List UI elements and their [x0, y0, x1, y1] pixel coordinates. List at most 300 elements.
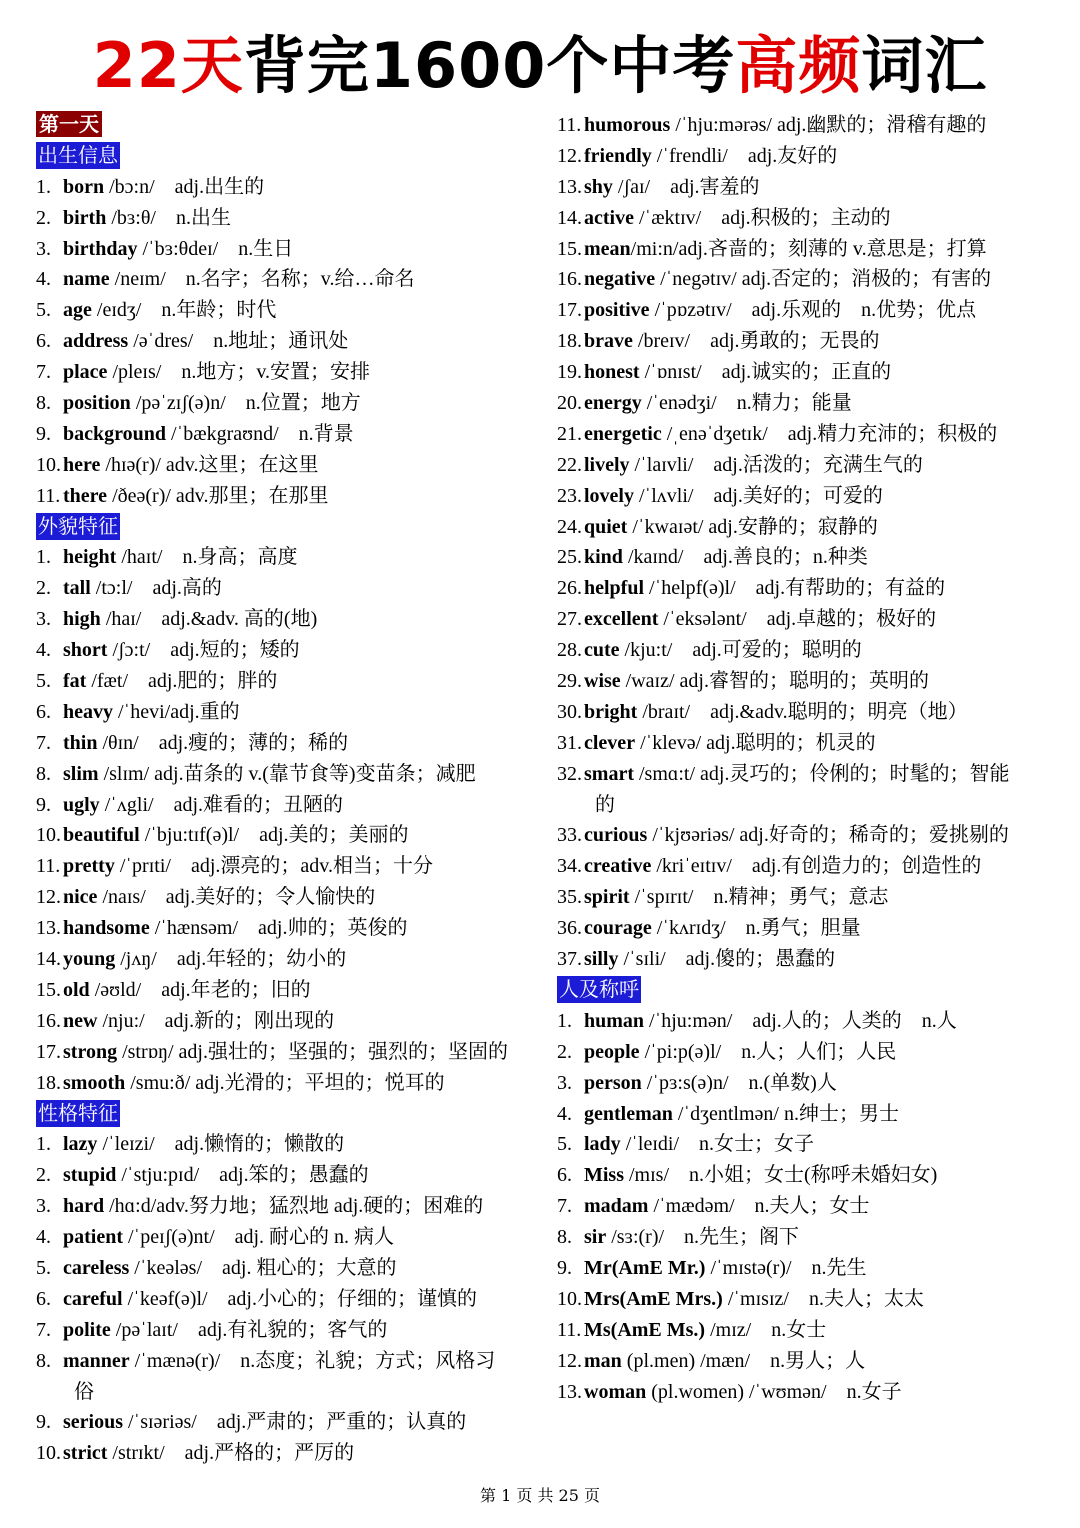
entry-number: 23. [557, 484, 582, 507]
entry-meaning: /mi:n/adj.吝啬的；刻薄的 v.意思是；打算 [630, 237, 987, 260]
entry-word: address [63, 330, 129, 353]
entry-meaning: /mɪz/ n.女士 [705, 1318, 827, 1341]
entry-word: lively [584, 453, 630, 476]
entry-meaning: /ˈæktɪv/ adj.积极的；主动的 [633, 206, 891, 229]
entry-meaning: /strɒŋ/ adj.强壮的；坚强的；强烈的；坚固的 [117, 1040, 508, 1063]
entry-meaning: /ˈpɜ:s(ə)n/ n.(单数)人 [641, 1071, 837, 1094]
entry-number: 29. [557, 670, 582, 693]
entry-word: lazy [63, 1133, 98, 1156]
vocab-entry [36, 759, 546, 790]
entry-number: 11. [557, 114, 582, 136]
entry-meaning: /ˈlʌvli/ adj.美好的；可爱的 [634, 484, 883, 507]
entry-word: tall [63, 577, 91, 600]
entry-number: 3. [36, 237, 51, 260]
vocab-entry [557, 1068, 1067, 1099]
entry-meaning: /ˈbækgraʊnd/ n.背景 [166, 422, 354, 445]
vocab-entry [36, 1407, 546, 1438]
entry-number: 2. [36, 1164, 51, 1187]
vocab-entry [36, 1253, 546, 1284]
entry-number: 11. [36, 855, 61, 878]
vocab-entry [557, 172, 1067, 203]
entry-word: smooth [63, 1071, 126, 1094]
section-header [36, 141, 546, 172]
entry-number: 2. [36, 206, 51, 229]
entry-word: negative [584, 268, 656, 291]
vocab-entry [557, 234, 1067, 265]
entry-number: 4. [557, 1102, 572, 1125]
entry-number: 10. [36, 1442, 61, 1465]
entry-meaning: /ˈhju:mən/ adj.人的；人类的 n.人 [644, 1009, 957, 1032]
entry-number: 30. [557, 700, 582, 723]
entry-word: Ms(AmE Ms.) [584, 1318, 706, 1341]
entry-word: background [63, 422, 167, 445]
vocab-entry [557, 203, 1067, 234]
vocab-entry [36, 450, 546, 481]
vocab-entry [36, 295, 546, 326]
entry-word: kind [584, 546, 623, 569]
entry-number: 3. [36, 608, 51, 631]
vocab-entry [557, 110, 1067, 141]
entry-word: bright [584, 700, 638, 723]
entry-meaning: /ˈdʒentlmən/ n.绅士；男士 [672, 1102, 899, 1125]
entry-number: 5. [36, 670, 51, 693]
entry-word: careful [63, 1287, 123, 1310]
entry-meaning: /strɪkt/ adj.严格的；严厉的 [107, 1442, 355, 1465]
entry-number: 18. [557, 330, 582, 353]
vocab-entry [36, 1129, 546, 1160]
entry-word: active [584, 206, 634, 229]
entry-meaning: /ˈbɜ:θdeɪ/ n.生日 [137, 237, 294, 260]
vocab-entry [36, 1284, 546, 1315]
entry-meaning: /jʌŋ/ adj.年轻的；幼小的 [115, 948, 347, 971]
vocab-entry [557, 820, 1067, 851]
entry-meaning: /pəˈlaɪt/ adj.有礼貌的；客气的 [110, 1318, 388, 1341]
entry-number: 15. [36, 978, 61, 1001]
entry-word: creative [584, 855, 652, 878]
vocab-entry [36, 1222, 546, 1253]
vocab-entry [557, 1253, 1067, 1284]
entry-word: woman [584, 1380, 647, 1403]
vocab-entry [557, 264, 1067, 295]
entry-number: 4. [36, 1226, 51, 1249]
entry-word: here [63, 453, 101, 476]
entry-word: careless [63, 1256, 130, 1279]
entry-word: heavy [63, 700, 113, 723]
entry-word: quiet [584, 515, 628, 538]
entry-continuation [36, 1377, 546, 1408]
entry-meaning: /neɪm/ n.名字；名称；v.给…命名 [109, 268, 415, 291]
entry-word: nice [63, 886, 98, 909]
entry-meaning: /ˈʌgli/ adj.难看的；丑陋的 [99, 793, 344, 816]
vocab-entry [36, 1346, 546, 1377]
entry-number: 6. [36, 1287, 51, 1310]
entry-word: mean [584, 237, 631, 260]
entry-meaning: /sɜ:(r)/ n.先生；阁下 [606, 1226, 800, 1249]
entry-meaning: /ˈstju:pɪd/ adj.笨的；愚蠢的 [116, 1164, 369, 1187]
entry-meaning: /waɪz/ adj.睿智的；聪明的；英明的 [620, 670, 929, 693]
title-segment: 22天 [92, 29, 244, 102]
entry-number: 13. [36, 917, 61, 940]
entry-meaning: /mɪs/ n.小姐；女士(称呼未婚妇女) [624, 1164, 938, 1187]
entry-word: handsome [63, 917, 150, 940]
entry-meaning: /ˈeksələnt/ adj.卓越的；极好的 [658, 608, 937, 631]
vocab-entry [36, 790, 546, 821]
entry-meaning: /kju:t/ adj.可爱的；聪明的 [619, 639, 862, 662]
entry-continuation [557, 790, 1067, 821]
page-footer: 第 1 页 共 25 页 [480, 1486, 600, 1505]
entry-number: 20. [557, 392, 582, 415]
section-header [557, 975, 1067, 1006]
entry-number: 14. [36, 948, 61, 971]
vocab-entry [36, 1160, 546, 1191]
entry-meaning: /ˈkʌrɪdʒ/ n.勇气；胆量 [651, 917, 861, 940]
entry-meaning: /ˈmɪstə(r)/ n.先生 [705, 1256, 867, 1279]
entry-meaning: /pleɪs/ n.地方；v.安置；安排 [107, 361, 371, 384]
entry-number: 33. [557, 824, 582, 847]
vocab-entry [36, 1315, 546, 1346]
day-header [36, 110, 546, 141]
vocab-entry [36, 1006, 546, 1037]
entry-number: 8. [36, 1349, 51, 1372]
vocab-entry [36, 697, 546, 728]
entry-number: 3. [36, 1195, 51, 1218]
entry-number: 18. [36, 1071, 61, 1094]
vocab-entry [36, 203, 546, 234]
entry-word: human [584, 1009, 645, 1032]
vocab-entry [557, 1222, 1067, 1253]
vocab-entry [36, 882, 546, 913]
entry-meaning: /ʃɔ:t/ adj.短的；矮的 [107, 639, 300, 662]
vocab-entry [36, 264, 546, 295]
vocab-entry [36, 820, 546, 851]
entry-number: 2. [557, 1040, 572, 1063]
entry-number: 11. [557, 1318, 582, 1341]
entry-word: madam [584, 1195, 649, 1218]
section-label: 性格特征 [38, 1100, 118, 1125]
entry-meaning: 俗 [74, 1380, 94, 1403]
title-segment: 背完1600个中考 [243, 29, 736, 102]
entry-meaning: /əʊld/ adj.年老的；旧的 [89, 978, 311, 1001]
vocab-entry [36, 635, 546, 666]
entry-word: hard [63, 1195, 105, 1218]
entry-meaning: /ˈkeəf(ə)l/ adj.小心的；仔细的；谨慎的 [122, 1287, 477, 1310]
entry-number: 34. [557, 855, 582, 878]
vocab-entry [36, 728, 546, 759]
entry-number: 15. [557, 237, 582, 260]
entry-meaning: (pl.men) /mæn/ n.男人；人 [621, 1349, 866, 1372]
vocab-entry [557, 295, 1067, 326]
entry-meaning: /breɪv/ adj.勇敢的；无畏的 [632, 330, 880, 353]
vocab-entry [557, 1191, 1067, 1222]
entry-meaning: /ˈpɒzətɪv/ adj.乐观的 n.优势；优点 [649, 299, 977, 322]
entry-word: young [63, 948, 116, 971]
entry-word: patient [63, 1226, 123, 1249]
entry-number: 14. [557, 206, 582, 229]
entry-number: 7. [36, 1318, 51, 1341]
entry-meaning: /pəˈzɪʃ(ə)n/ n.位置；地方 [130, 392, 361, 415]
vocab-entry [557, 851, 1067, 882]
entry-word: excellent [584, 608, 659, 631]
section-header [36, 512, 546, 543]
entry-word: name [63, 268, 110, 291]
entry-word: energy [584, 392, 642, 415]
entry-number: 7. [36, 731, 51, 754]
entry-number: 21. [557, 422, 582, 445]
entry-number: 7. [557, 1195, 572, 1218]
entry-word: friendly [584, 144, 652, 167]
vocab-entry [36, 851, 546, 882]
vocab-entry [36, 666, 546, 697]
section-label: 外貌特征 [38, 513, 118, 538]
left-column [36, 110, 546, 1469]
vocab-entry [557, 1377, 1067, 1408]
entry-word: age [63, 299, 92, 322]
entry-word: beautiful [63, 824, 140, 847]
entry-word: lovely [584, 484, 634, 507]
entry-meaning: /ˈleɪdi/ n.女士；女子 [620, 1133, 815, 1156]
entry-word: honest [584, 361, 640, 384]
section-header [36, 1099, 546, 1130]
entry-number: 8. [36, 762, 51, 785]
entry-number: 10. [36, 453, 61, 476]
entry-word: smart [584, 762, 634, 785]
entry-number: 12. [557, 144, 582, 167]
entry-number: 19. [557, 361, 582, 384]
vocab-entry [557, 635, 1067, 666]
entry-word: cute [584, 639, 620, 662]
entry-meaning: /nju:/ adj.新的；刚出现的 [97, 1009, 335, 1032]
vocab-entry [36, 1438, 546, 1469]
vocab-entry [36, 481, 546, 512]
vocab-entry [557, 944, 1067, 975]
entry-number: 16. [557, 268, 582, 291]
entry-word: sir [584, 1226, 607, 1249]
vocab-entry [557, 1315, 1067, 1346]
entry-meaning: /ˈhænsəm/ adj.帅的；英俊的 [149, 917, 408, 940]
entry-word: lady [584, 1133, 621, 1156]
entry-number: 16. [36, 1009, 61, 1032]
vocab-entry [557, 913, 1067, 944]
entry-number: 17. [36, 1040, 61, 1063]
vocab-entry [36, 1191, 546, 1222]
entry-word: Mr(AmE Mr.) [584, 1256, 706, 1279]
entry-number: 6. [557, 1164, 572, 1187]
vocab-entry [36, 357, 546, 388]
page-title [0, 26, 1080, 106]
entry-word: energetic [584, 422, 662, 445]
entry-word: born [63, 175, 105, 198]
entry-number: 8. [557, 1226, 572, 1249]
entry-meaning: /ˈhju:mərəs/ adj.幽默的；滑稽有趣的 [670, 114, 987, 136]
vocab-entry [557, 481, 1067, 512]
entry-meaning: /ˈfrendli/ adj.友好的 [651, 144, 838, 167]
entry-word: polite [63, 1318, 111, 1341]
vocab-entry [557, 1099, 1067, 1130]
vocab-entry [557, 759, 1067, 790]
entry-meaning: /slɪm/ adj.苗条的 v.(靠节食等)变苗条；减肥 [98, 762, 476, 785]
vocab-entry [557, 604, 1067, 635]
entry-word: pretty [63, 855, 115, 878]
entry-meaning: /haɪt/ n.身高；高度 [116, 546, 298, 569]
entry-meaning: /kaɪnd/ adj.善良的；n.种类 [622, 546, 868, 569]
vocab-entry [36, 604, 546, 635]
vocab-entry [557, 1284, 1067, 1315]
entry-meaning: /ˈnegətɪv/ adj.否定的；消极的；有害的 [655, 268, 992, 291]
entry-meaning: /ˈhevi/adj.重的 [113, 700, 240, 723]
entry-meaning: /ˈpeɪʃ(ə)nt/ adj. 耐心的 n. 病人 [123, 1226, 395, 1249]
entry-number: 3. [557, 1071, 572, 1094]
entry-number: 5. [36, 1256, 51, 1279]
entry-word: shy [584, 175, 613, 198]
entry-number: 36. [557, 917, 582, 940]
entry-meaning: /ˈkeələs/ adj. 粗心的；大意的 [129, 1256, 397, 1279]
entry-meaning: /ˈklevə/ adj.聪明的；机灵的 [635, 731, 876, 754]
entry-number: 12. [557, 1349, 582, 1372]
entry-meaning: /θɪn/ adj.瘦的；薄的；稀的 [97, 731, 349, 754]
entry-word: strong [63, 1040, 118, 1063]
right-column [557, 110, 1067, 1407]
vocab-entry [36, 542, 546, 573]
entry-word: new [63, 1009, 98, 1032]
entry-number: 1. [36, 175, 51, 198]
entry-word: there [63, 484, 108, 507]
vocab-entry [557, 512, 1067, 543]
entry-word: old [63, 978, 90, 1001]
entry-word: place [63, 361, 108, 384]
entry-number: 22. [557, 453, 582, 476]
entry-meaning: /haɪ/ adj.&adv. 高的(地) [100, 608, 318, 631]
entry-number: 11. [36, 484, 61, 507]
entry-meaning: /ˈlaɪvli/ adj.活泼的；充满生气的 [629, 453, 923, 476]
vocab-entry [557, 1346, 1067, 1377]
entry-number: 9. [36, 1411, 51, 1434]
entry-meaning: /ʃaɪ/ adj.害羞的 [612, 175, 760, 198]
entry-meaning: /naɪs/ adj.美好的；令人愉快的 [97, 886, 376, 909]
vocab-entry [557, 542, 1067, 573]
entry-word: strict [63, 1442, 108, 1465]
vocab-entry [36, 913, 546, 944]
entry-meaning: /tɔ:l/ adj.高的 [90, 577, 222, 600]
entry-number: 10. [557, 1287, 582, 1310]
entry-number: 32. [557, 762, 582, 785]
entry-number: 9. [36, 422, 51, 445]
entry-meaning: /ˈhelpf(ə)l/ adj.有帮助的；有益的 [644, 577, 946, 600]
entry-meaning: /bɜ:θ/ n.出生 [106, 206, 231, 229]
entry-meaning: /hɑ:d/adv.努力地；猛烈地 adj.硬的；困难的 [104, 1195, 484, 1218]
vocab-entry [557, 882, 1067, 913]
entry-meaning: (pl.women) /ˈwʊmən/ n.女子 [646, 1380, 902, 1403]
entry-number: 6. [36, 700, 51, 723]
entry-number: 8. [36, 392, 51, 415]
entry-word: positive [584, 299, 650, 322]
entry-number: 10. [36, 824, 61, 847]
vocab-entry [36, 944, 546, 975]
entry-number: 1. [36, 1133, 51, 1156]
vocab-entry [557, 419, 1067, 450]
entry-meaning: /eɪdʒ/ n.年龄；时代 [91, 299, 277, 322]
entry-word: Miss [584, 1164, 624, 1187]
entry-number: 5. [36, 299, 51, 322]
entry-number: 17. [557, 299, 582, 322]
vocab-entry [557, 450, 1067, 481]
entry-number: 13. [557, 1380, 582, 1403]
vocab-entry [36, 326, 546, 357]
vocab-entry [557, 141, 1067, 172]
entry-word: silly [584, 948, 619, 971]
entry-word: fat [63, 670, 87, 693]
entry-word: short [63, 639, 108, 662]
entry-number: 24. [557, 515, 582, 538]
entry-word: spirit [584, 886, 630, 909]
entry-number: 26. [557, 577, 582, 600]
entry-meaning: /ˈmɪsɪz/ n.夫人；太太 [722, 1287, 924, 1310]
day-label: 第一天 [36, 111, 102, 137]
entry-number: 12. [36, 886, 61, 909]
vocab-entry [36, 975, 546, 1006]
entry-meaning: /braɪt/ adj.&adv.聪明的；明亮（地） [637, 700, 968, 723]
entry-meaning: /ˈɒnɪst/ adj.诚实的；正直的 [639, 361, 892, 384]
entry-number: 6. [36, 330, 51, 353]
entry-word: wise [584, 670, 621, 693]
vocab-entry [557, 697, 1067, 728]
entry-meaning: /hɪə(r)/ adv.这里；在这里 [100, 453, 319, 476]
vocab-entry [557, 1037, 1067, 1068]
entry-word: high [63, 608, 101, 631]
entry-word: serious [63, 1411, 123, 1434]
entry-meaning: /ˈsɪli/ adj.傻的；愚蠢的 [618, 948, 836, 971]
entry-number: 1. [36, 546, 51, 569]
entry-number: 9. [36, 793, 51, 816]
entry-number: 4. [36, 639, 51, 662]
entry-number: 35. [557, 886, 582, 909]
entry-meaning: /ˈmænə(r)/ n.态度；礼貌；方式；风格习 [129, 1349, 496, 1372]
entry-word: birth [63, 206, 107, 229]
entry-word: clever [584, 731, 636, 754]
entry-word: birthday [63, 237, 138, 260]
entry-word: ugly [63, 793, 100, 816]
entry-meaning: /ˈleɪzi/ adj.懒惰的；懒散的 [97, 1133, 345, 1156]
vocab-entry [557, 573, 1067, 604]
vocab-entry [557, 326, 1067, 357]
entry-number: 37. [557, 948, 582, 971]
entry-word: slim [63, 762, 99, 785]
entry-number: 28. [557, 639, 582, 662]
entry-meaning: /fæt/ adj.肥的；胖的 [86, 670, 278, 693]
entry-meaning: /ˈenədʒi/ n.精力；能量 [641, 392, 852, 415]
entry-word: helpful [584, 577, 645, 600]
vocab-entry [557, 1129, 1067, 1160]
entry-meaning: /ˈkwaɪət/ adj.安静的；寂静的 [627, 515, 878, 538]
entry-number: 31. [557, 731, 582, 754]
entry-meaning: /ˈprɪti/ adj.漂亮的；adv.相当；十分 [114, 855, 433, 878]
title-segment: 词汇 [861, 29, 988, 102]
entry-meaning: /ˈsɪəriəs/ adj.严肃的；严重的；认真的 [123, 1411, 467, 1434]
entry-meaning: /əˈdres/ n.地址；通讯处 [128, 330, 349, 353]
entry-meaning: /ˌenəˈdʒetɪk/ adj.精力充沛的；积极的 [661, 422, 998, 445]
vocab-entry [557, 666, 1067, 697]
entry-word: stupid [63, 1164, 117, 1187]
vocab-entry [557, 1160, 1067, 1191]
entry-number: 27. [557, 608, 582, 631]
entry-meaning: /ˈkjʊəriəs/ adj.好奇的；稀奇的；爱挑剔的 [647, 824, 1009, 847]
entry-meaning: /smu:ð/ adj.光滑的；平坦的；悦耳的 [125, 1071, 445, 1094]
entry-meaning: /kriˈeɪtɪv/ adj.有创造力的；创造性的 [651, 855, 982, 878]
vocab-entry [36, 573, 546, 604]
vocab-entry [557, 728, 1067, 759]
entry-number: 5. [557, 1133, 572, 1156]
section-label: 出生信息 [38, 142, 118, 167]
vocab-entry [557, 357, 1067, 388]
